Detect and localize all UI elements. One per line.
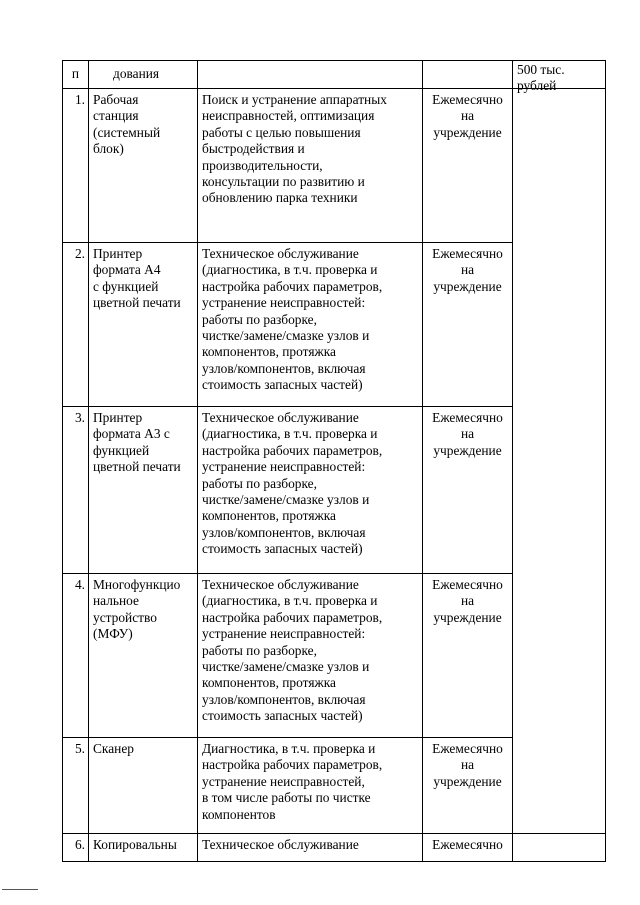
header-freq [423,61,512,64]
work-description: Техническое обслуживание (диагностика, в т.ч. проверка и настройка рабочих параметров, устранение неисправностей: работы по разборке, чистке/замене/смазке узлов и компонентов, протяжка узлов/компонентов, включая стоимость запасных частей) [202,410,383,557]
row-num-cell [63,738,89,834]
equipment-name: Рабочая станция (системный блок) [93,92,161,157]
total-cost: 500 тыс. рублей [517,62,565,94]
frequency-cell [423,407,513,574]
equipment-name-cell [89,574,198,738]
frequency: Ежемесячно на учреждение [432,577,503,625]
equipment-name-cell [89,834,198,862]
frequency-cell [423,738,513,834]
work-description-cell [198,738,423,834]
cost-cell-empty [513,834,606,862]
header-num-cell [63,61,89,89]
row-num: 4. [74,577,85,592]
frequency-cell [423,243,513,407]
row-num: 3. [74,410,85,425]
equipment-name: Многофункцио нальное устройство (МФУ) [93,577,181,642]
row-num-cell [63,243,89,407]
frequency: Ежемесячно на учреждение [432,92,503,140]
work-description-cell [198,89,423,243]
header-name: дования [113,66,160,81]
work-description: Поиск и устранение аппаратных неисправностей, оптимизация работы с целью повышения быстродействия и производительности, консультации по развитию и обновлению парка техники [202,92,387,206]
work-description-cell [198,834,423,862]
row-num: 2. [74,246,85,261]
row-num: 6. [74,837,85,852]
row-num-cell [63,834,89,862]
table-row [63,89,606,243]
work-description-cell [198,574,423,738]
equipment-name: Принтер формата А4 с функцией цветной печати [93,246,181,311]
frequency-cell [423,89,513,243]
header-num: п [71,66,80,81]
footnote-separator [2,889,38,890]
frequency-cell [423,834,513,862]
work-description-cell [198,243,423,407]
equipment-name: Сканер [93,741,134,756]
frequency-cell [423,574,513,738]
work-description-cell [198,407,423,574]
work-description: Техническое обслуживание (диагностика, в т.ч. проверка и настройка рабочих параметров, устранение неисправностей: работы по разборке, чистке/замене/смазке узлов и компонентов, протяжка узлов/компонентов, включая стоимость запасных частей) [202,246,383,393]
equipment-name-cell [89,89,198,243]
frequency: Ежемесячно на учреждение [432,410,503,458]
equipment-name-cell [89,407,198,574]
row-num-cell [63,407,89,574]
frequency: Ежемесячно [432,837,503,852]
row-num: 5. [74,741,85,756]
equipment-name-cell [89,243,198,407]
row-num-cell [63,574,89,738]
row-num-cell [63,89,89,243]
work-description: Техническое обслуживание [202,837,359,852]
total-cost-cell [513,62,606,834]
header-work [198,61,422,64]
header-work-cell [198,61,423,89]
equipment-name: Принтер формата А3 с функцией цветной печати [93,410,181,475]
equipment-name-cell [89,738,198,834]
equipment-name: Копировальны [93,837,177,852]
header-name-cell [89,61,198,89]
frequency: Ежемесячно на учреждение [432,246,503,294]
table-row [63,834,606,862]
work-description: Техническое обслуживание (диагностика, в т.ч. проверка и настройка рабочих параметров, устранение неисправностей: работы по разборке, чистке/замене/смазке узлов и компонентов, протяжка узлов/компонентов, включая стоимость запасных частей) [202,577,383,724]
frequency: Ежемесячно на учреждение [432,741,503,789]
header-freq-cell [423,61,513,89]
service-table [62,60,606,862]
row-num: 1. [74,92,85,107]
work-description: Диагностика, в т.ч. проверка и настройка рабочих параметров, устранение неисправностей, в том числе работы по чистке компонентов [202,741,383,822]
